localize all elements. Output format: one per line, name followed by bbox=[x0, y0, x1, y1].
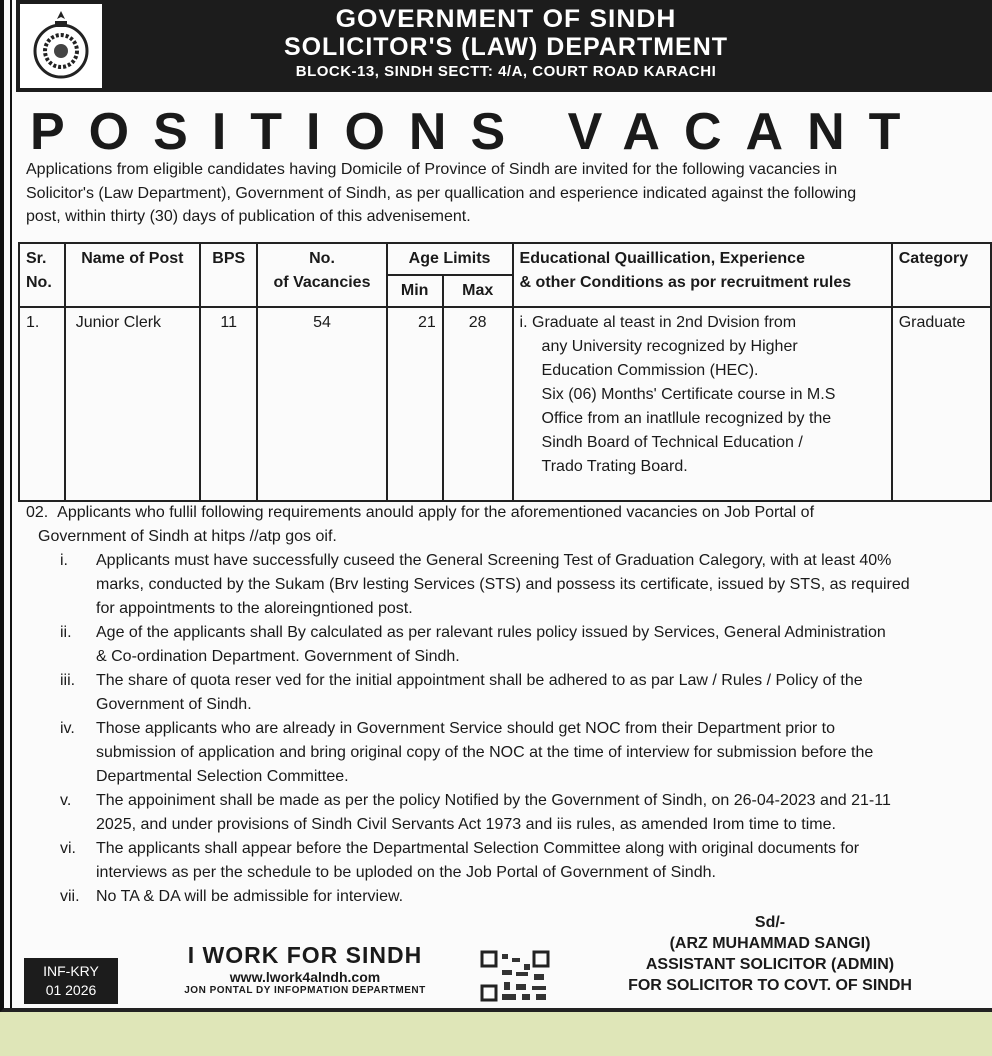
item-number: vi. bbox=[60, 840, 76, 857]
header-band bbox=[16, 0, 992, 92]
cell-age-min: 21 bbox=[387, 307, 443, 501]
edu-line: Sindh Board of Technical Education / bbox=[541, 434, 803, 451]
edu-line: Office from an inatllule recognized by the bbox=[541, 410, 832, 427]
requirement-item bbox=[26, 789, 992, 837]
item-number: ii. bbox=[60, 624, 72, 641]
header-bps: BPS bbox=[200, 243, 257, 307]
header-education: Educational Quaillication, Experience & other Conditions as por recruitment rules bbox=[513, 243, 892, 307]
header-government: GOVERNMENT OF SINDH bbox=[335, 5, 677, 33]
cell-post: Junior Clerk bbox=[65, 307, 200, 501]
item-line: No TA & DA will be admissible for interview. bbox=[96, 888, 404, 905]
intro-paragraph bbox=[26, 158, 992, 229]
header-max: Max bbox=[443, 275, 513, 307]
requirement-item bbox=[26, 717, 992, 789]
inf-code-badge bbox=[24, 958, 118, 1004]
intro-line: Applications from eligible candidates having Domicile of Province of Sindh are invited for the following vacancies in bbox=[26, 161, 838, 178]
badge-line: 01 2026 bbox=[45, 982, 97, 998]
signature-sd: Sd/- bbox=[754, 914, 786, 931]
item-text bbox=[96, 621, 886, 669]
header-sr: Sr. No. bbox=[19, 243, 65, 307]
item-number: i. bbox=[60, 552, 68, 569]
cell-category: Graduate bbox=[892, 307, 991, 501]
qr-code-icon bbox=[480, 950, 550, 1002]
item-number: vii. bbox=[60, 888, 80, 905]
page-title: POSITIONS VACANT bbox=[30, 103, 925, 161]
item-line: Government of Sindh. bbox=[96, 696, 252, 713]
intro-line: post, within thirty (30) days of publication of this advenisement. bbox=[26, 208, 471, 225]
requirement-item bbox=[26, 621, 992, 669]
item-text bbox=[96, 885, 403, 909]
header-address: BLOCK-13, SINDH SECTT: 4/A, COURT ROAD KARACHI bbox=[295, 63, 717, 80]
edu-line: any University recognized by Higher bbox=[541, 338, 798, 355]
signatory-name: (ARZ MUHAMMAD SANGI) bbox=[669, 935, 871, 952]
signatory-designation: ASSISTANT SOLICITOR (ADMIN) bbox=[645, 956, 895, 973]
iwork-url[interactable]: www.lwork4alndh.com bbox=[229, 969, 381, 985]
item-line: interviews as per the schedule to be uploded on the Job Portal of Government of Sindh. bbox=[96, 864, 716, 881]
cell-education bbox=[513, 307, 892, 501]
badge-line: INF-KRY bbox=[43, 963, 99, 979]
para-line: Applicants who fullil following requirements anould apply for the aforementioned vacancies on Job Portal of bbox=[57, 504, 815, 521]
item-number: v. bbox=[60, 792, 72, 809]
item-line: & Co-ordination Department. Government of Sindh. bbox=[96, 648, 460, 665]
cell-age-max: 28 bbox=[443, 307, 513, 501]
header-category: Category bbox=[892, 243, 991, 307]
edu-line: Education Commission (HEC). bbox=[541, 362, 759, 379]
header-department: SOLICITOR'S (LAW) DEPARTMENT bbox=[283, 33, 729, 61]
item-line: marks, conducted by the Sukam (Brv lesting Services (STS) and possess its certificate, issued by STS, as required bbox=[96, 576, 910, 593]
requirement-item bbox=[26, 669, 992, 717]
item-line: 2025, and under provisions of Sindh Civil Servants Act 1973 and iis rules, as amended Irom time to time. bbox=[96, 816, 836, 833]
cell-bps: 11 bbox=[200, 307, 257, 501]
header-min: Min bbox=[387, 275, 443, 307]
requirement-item bbox=[26, 837, 992, 885]
item-line: The share of quota reser ved for the initial appointment shall be adhered to as par Law / Rules / Policy of the bbox=[96, 672, 863, 689]
edu-line: Six (06) Months' Certificate course in M.S bbox=[541, 386, 836, 403]
item-number: iv. bbox=[60, 720, 75, 737]
iwork-subtitle: JON PONTAL DY INFOPMATION DEPARTMENT bbox=[184, 985, 426, 996]
cell-vacancies: 54 bbox=[257, 307, 386, 501]
signatory-for: FOR SOLICITOR TO COVT. OF SINDH bbox=[628, 977, 912, 994]
requirement-item bbox=[26, 549, 992, 621]
item-text bbox=[96, 717, 873, 789]
para-line: Government of Sindh at hitps //atp gos oif. bbox=[38, 528, 337, 545]
header-age-limits: Age Limits bbox=[387, 243, 513, 275]
item-number: iii. bbox=[60, 672, 76, 689]
item-line: Those applicants who are already in Government Service should get NOC from their Department prior to bbox=[96, 720, 836, 737]
item-text bbox=[96, 549, 910, 621]
cell-sr: 1. bbox=[19, 307, 65, 501]
item-line: for appointments to the aloreingntioned post. bbox=[96, 600, 413, 617]
para-number: 02. bbox=[26, 504, 49, 521]
header-post: Name of Post bbox=[65, 243, 200, 307]
item-text bbox=[96, 837, 859, 885]
paragraph-02 bbox=[26, 501, 992, 549]
item-line: Applicants must have successfully cuseed the General Screening Test of Graduation Calegory, with at least 40% bbox=[96, 552, 892, 569]
vacancy-table bbox=[18, 242, 992, 502]
signature-block bbox=[600, 912, 940, 996]
item-line: submission of application and bring original copy of the NOC at the time of interview for submission before the bbox=[96, 744, 874, 761]
item-line: The appoiniment shall be made as per the policy Notified by the Government of Sindh, on 26-04-2023 and 21-11 bbox=[96, 792, 891, 809]
header-vacancies: No. of Vacancies bbox=[257, 243, 386, 307]
iwork-title: I WORK FOR SINDH bbox=[187, 942, 423, 968]
iwork-for-sindh-logo bbox=[140, 942, 470, 996]
table-row bbox=[19, 307, 991, 501]
item-line: Age of the applicants shall By calculated as per ralevant rules policy issued by Services, General Administration bbox=[96, 624, 886, 641]
item-text bbox=[96, 789, 891, 837]
intro-line: Solicitor's (Law Department), Government of Sindh, as per quallication and esperience indicated against the following bbox=[26, 184, 857, 202]
edu-line: Trado Trating Board. bbox=[541, 458, 688, 475]
requirements-list bbox=[26, 501, 992, 909]
edu-line: i. Graduate al teast in 2nd Dvision from bbox=[519, 314, 797, 331]
item-text bbox=[96, 669, 863, 717]
item-line: Departmental Selection Committee. bbox=[96, 768, 349, 785]
item-line: The applicants shall appear before the Departmental Selection Committee along with original documents for bbox=[96, 840, 860, 857]
requirement-item bbox=[26, 885, 992, 909]
